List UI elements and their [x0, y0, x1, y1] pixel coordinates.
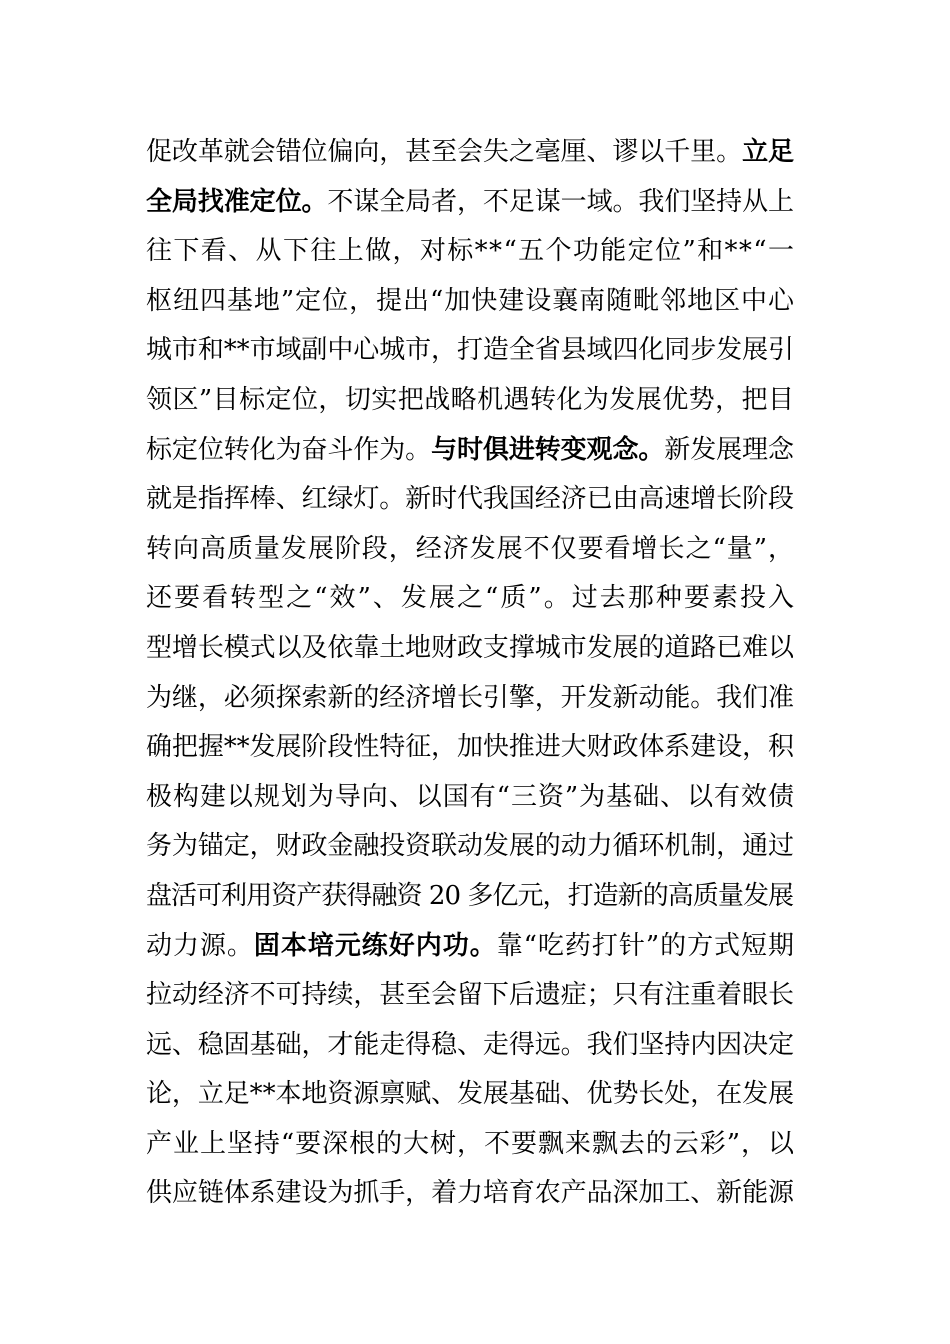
text-line: [146, 1021, 806, 1071]
body-text: [146, 128, 806, 1219]
paragraph-text: 往下看、从下往上做，对标**“五个功能定位”和**“一: [146, 236, 796, 267]
paragraph-text: 确把握**发展阶段性特征，加快推进大财政体系建设，积: [146, 732, 794, 763]
text-line: [146, 426, 806, 476]
bold-heading-text: 与时俱进转变观念。: [431, 434, 665, 465]
text-line: [146, 227, 806, 277]
paragraph-text: 不谋全局者，不足谋一域。我们坚持从上: [327, 186, 794, 217]
bold-heading-text: 全局找准定位。: [146, 186, 328, 217]
bold-heading-text: 固本培元练好内功。: [253, 930, 497, 961]
paragraph-text: 产业上坚持“要深根的大树，不要飘来飘去的云彩”，以: [146, 1128, 795, 1159]
text-line: [146, 971, 806, 1021]
paragraph-text: 型增长模式以及依靠土地财政支撑城市发展的道路已难以: [146, 632, 794, 663]
paragraph-text: 极构建以规划为导向、以国有“三资”为基础、以有效债: [146, 781, 795, 812]
text-line: [146, 1070, 806, 1120]
text-line: [146, 1120, 806, 1170]
text-line: [146, 178, 806, 228]
paragraph-text: 促改革就会错位偏向，甚至会失之毫厘、谬以千里。: [146, 137, 743, 167]
paragraph-text: 论，立足**本地资源禀赋、发展基础、优势长处，在发展: [146, 1079, 794, 1110]
paragraph-text: 转向高质量发展阶段，经济发展不仅要看增长之“量”，: [146, 533, 795, 564]
text-line: [146, 723, 806, 773]
text-line: [146, 326, 806, 376]
paragraph-text: 靠“吃药打针”的方式短期: [496, 930, 795, 961]
paragraph-text: 拉动经济不可持续，甚至会留下后遗症；只有注重着眼长: [146, 980, 794, 1011]
text-line: [146, 922, 806, 972]
paragraph-text: 标定位转化为奋斗作为。: [146, 434, 432, 465]
bold-heading-text: 立足: [742, 137, 794, 167]
text-line: [146, 624, 806, 674]
paragraph-text: 城市和**市域副中心城市，打造全省县域四化同步发展引: [146, 335, 794, 366]
paragraph-text: 还要看转型之“效”、发展之“质”。过去那种要素投入: [146, 583, 797, 614]
paragraph-text: 动力源。: [146, 930, 254, 961]
text-line: [146, 475, 806, 525]
paragraph-text: 务为锚定，财政金融投资联动发展的动力循环机制，通过: [146, 831, 794, 862]
text-line: [146, 674, 806, 724]
paragraph-text: 领区”目标定位，切实把战略机遇转化为发展优势，把目: [146, 384, 795, 415]
text-line: [146, 128, 806, 178]
text-line: [146, 525, 806, 575]
paragraph-text: 为继，必须探索新的经济增长引擎，开发新动能。我们准: [146, 682, 794, 713]
paragraph-text: 枢纽四基地”定位，提出“加快建设襄南随毗邻地区中心: [146, 285, 795, 316]
paragraph-text: 供应链体系建设为抓手，着力培育农产品深加工、新能源: [146, 1178, 794, 1209]
text-line: [146, 872, 806, 922]
paragraph-text: 就是指挥棒、红绿灯。新时代我国经济已由高速增长阶段: [146, 484, 794, 515]
text-line: [146, 1169, 806, 1219]
text-line: [146, 773, 806, 823]
text-line: [146, 822, 806, 872]
paragraph-text: 新发展理念: [664, 434, 794, 465]
paragraph-text: 远、稳固基础，才能走得稳、走得远。我们坚持内因决定: [146, 1029, 794, 1060]
text-line: [146, 574, 806, 624]
paragraph-text: 盘活可利用资产获得融资 20 多亿元，打造新的高质量发展: [146, 880, 794, 911]
text-line: [146, 376, 806, 426]
text-line: [146, 277, 806, 327]
